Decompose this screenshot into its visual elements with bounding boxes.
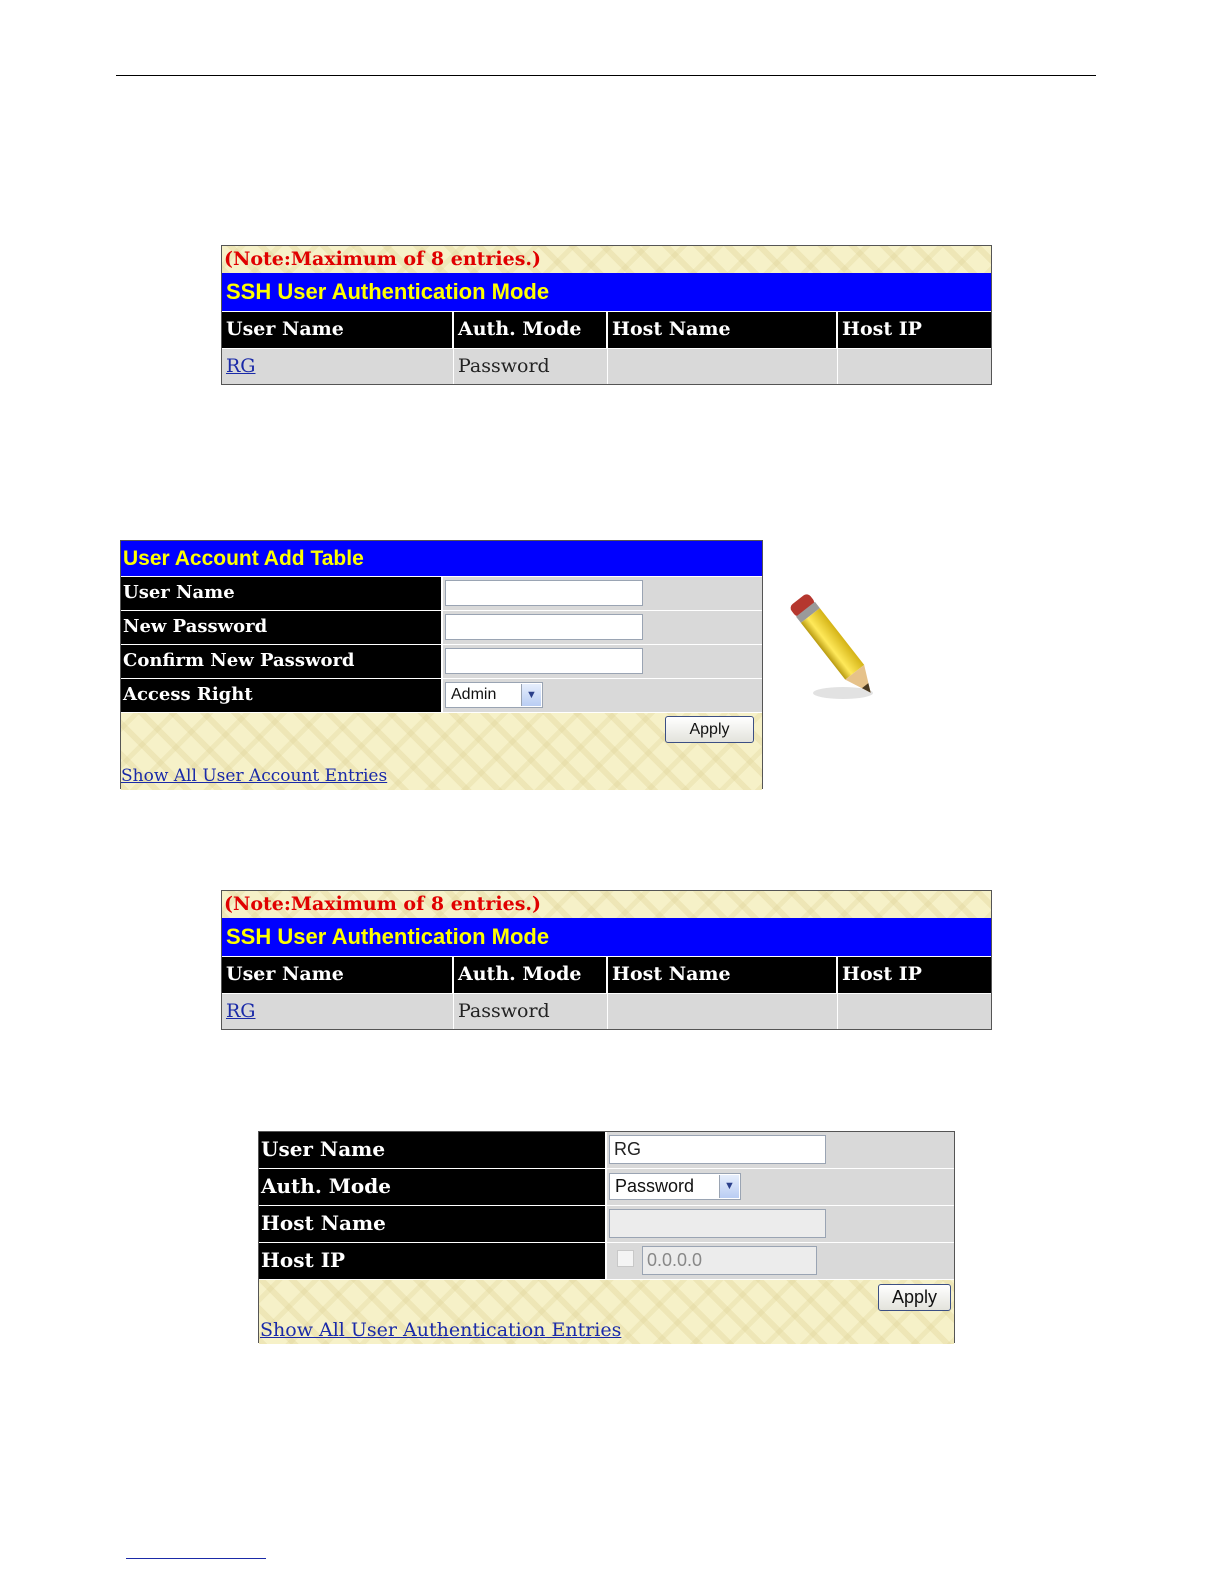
action-area: [259, 1280, 954, 1344]
row-access-right: [121, 679, 762, 713]
user-name-input[interactable]: [445, 580, 643, 606]
auth-mode-cell: Password: [454, 994, 608, 1029]
field-label: New Password: [121, 611, 441, 644]
auth-mode-select[interactable]: [609, 1173, 741, 1200]
user-name-link[interactable]: RG: [226, 355, 256, 377]
user-account-add-table: [120, 540, 763, 789]
user-name-link[interactable]: RG: [226, 1000, 256, 1022]
host-ip-cell: [838, 349, 991, 384]
apply-button[interactable]: Apply: [878, 1284, 951, 1311]
host-ip-input[interactable]: 0.0.0.0: [642, 1246, 817, 1275]
ssh-auth-table-2: [221, 890, 992, 1030]
col-header-host-name: Host Name: [608, 312, 838, 348]
row-new-password: [121, 611, 762, 645]
access-right-value: Admin: [451, 686, 497, 703]
access-right-select[interactable]: [445, 682, 543, 708]
col-header-auth-mode: Auth. Mode: [454, 957, 608, 993]
auth-mode-cell: Password: [454, 349, 608, 384]
table-row: [222, 349, 991, 384]
auth-mode-value: Password: [615, 1176, 695, 1196]
field-label: User Name: [259, 1132, 605, 1168]
col-header-host-name: Host Name: [608, 957, 838, 993]
host-ip-checkbox[interactable]: [617, 1250, 634, 1267]
row-confirm-password: [121, 645, 762, 679]
table-header-row: [222, 312, 991, 349]
field-label: Host Name: [259, 1206, 605, 1242]
table-header-row: [222, 957, 991, 994]
max-entries-note: (Note:Maximum of 8 entries.): [222, 246, 991, 273]
field-label: Host IP: [259, 1243, 605, 1279]
chevron-down-icon: ▼: [521, 684, 541, 706]
apply-button[interactable]: Apply: [665, 716, 754, 743]
row-user-name: [121, 577, 762, 611]
table-title: User Account Add Table: [121, 541, 762, 577]
field-label: Access Right: [121, 679, 441, 712]
action-area: [121, 713, 762, 790]
page-header-rule: [116, 75, 1096, 76]
footnote-rule: [126, 1558, 266, 1559]
field-label: Confirm New Password: [121, 645, 441, 678]
row-user-name: [259, 1132, 954, 1169]
new-password-input[interactable]: [445, 614, 643, 640]
host-name-cell: [608, 349, 838, 384]
ssh-auth-table-1: [221, 245, 992, 385]
pencil-icon: [785, 585, 885, 710]
user-name-input[interactable]: RG: [609, 1135, 826, 1164]
field-label: Auth. Mode: [259, 1169, 605, 1205]
table-row: [222, 994, 991, 1029]
confirm-password-input[interactable]: [445, 648, 643, 674]
col-header-user-name: User Name: [222, 957, 454, 993]
col-header-host-ip: Host IP: [842, 963, 922, 985]
col-header-host-ip: Host IP: [842, 318, 922, 340]
row-host-name: [259, 1206, 954, 1243]
chevron-down-icon: ▼: [719, 1175, 739, 1198]
host-name-cell: [608, 994, 838, 1029]
ssh-user-edit-form: [258, 1131, 955, 1343]
col-header-user-name: User Name: [222, 312, 454, 348]
show-all-user-accounts-link[interactable]: Show All User Account Entries: [121, 766, 388, 786]
field-label: User Name: [121, 577, 441, 610]
max-entries-note: (Note:Maximum of 8 entries.): [222, 891, 991, 918]
row-host-ip: [259, 1243, 954, 1280]
col-header-auth-mode: Auth. Mode: [454, 312, 608, 348]
row-auth-mode: [259, 1169, 954, 1206]
host-ip-cell: [838, 994, 991, 1029]
show-all-user-auth-link[interactable]: Show All User Authentication Entries: [260, 1319, 622, 1341]
table-title: SSH User Authentication Mode: [222, 918, 991, 957]
table-title: SSH User Authentication Mode: [222, 273, 991, 312]
host-name-input[interactable]: [609, 1209, 826, 1238]
